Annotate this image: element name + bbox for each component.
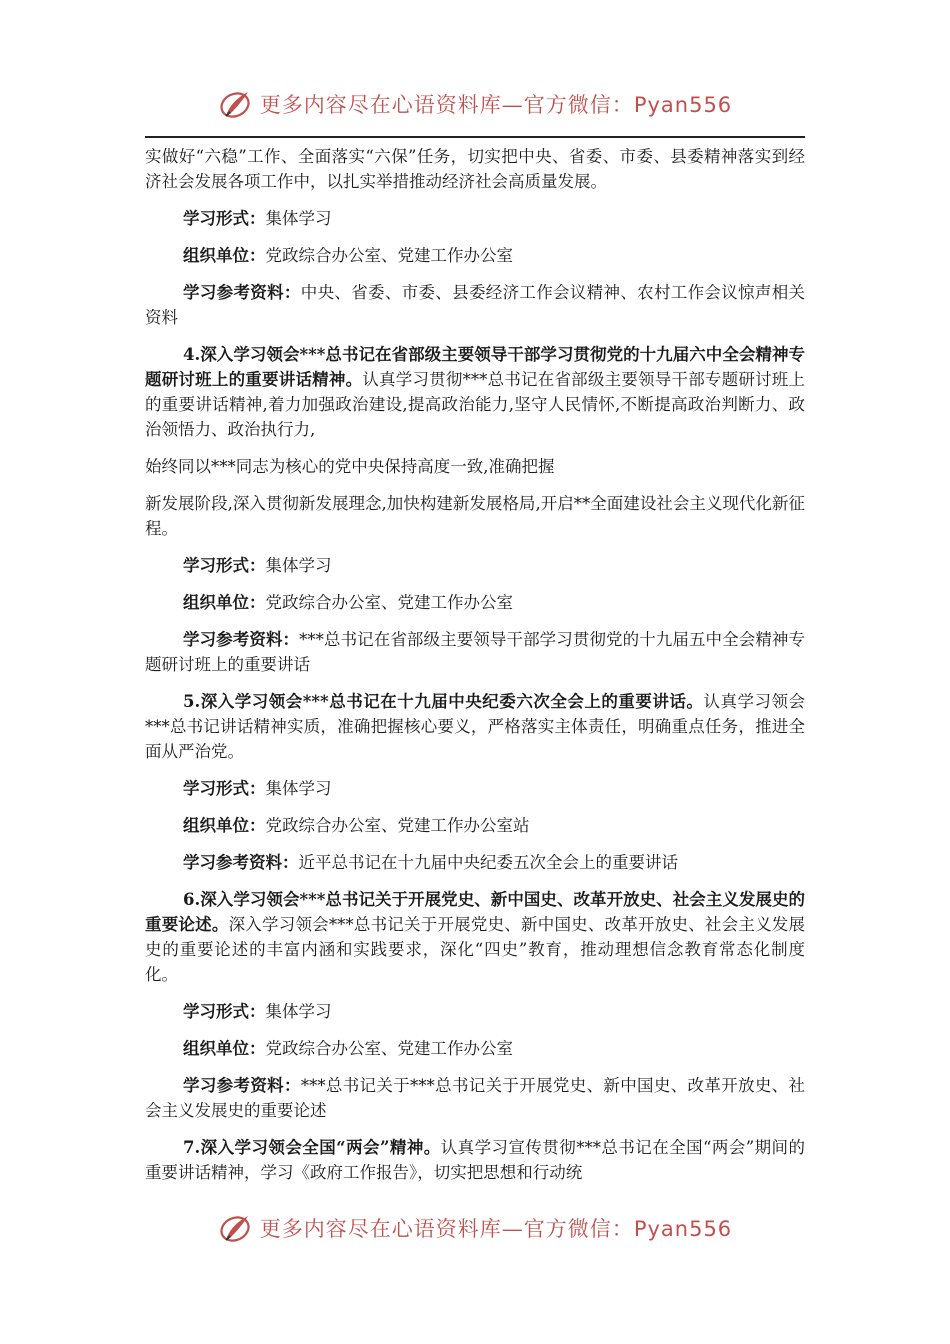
org-unit-line: 组织单位：党政综合办公室、党建工作办公室 bbox=[183, 246, 513, 265]
pen-leaf-logo-icon bbox=[218, 1210, 254, 1246]
watermark-text: 更多内容尽在心语资料库—官方微信：Pyan556 bbox=[259, 1217, 733, 1241]
study-form-line: 学习形式：集体学习 bbox=[183, 779, 332, 798]
item-4-line-2: 始终同以***同志为核心的党中央保持高度一致,准确把握 bbox=[145, 457, 555, 476]
org-unit-line: 组织单位：党政综合办公室、党建工作办公室站 bbox=[183, 816, 530, 835]
document-body bbox=[145, 144, 805, 1197]
item-5-heading: 5.深入学习领会***总书记在十九届中央纪委六次全会上的重要讲话。 bbox=[183, 692, 704, 711]
item-4-heading: 4.深入学习领会***总书记在省部级主要领导干部学习贯彻党的十九届六中全会精神专题研讨班上的重要讲话精神。 bbox=[145, 345, 805, 389]
header-watermark bbox=[0, 84, 950, 124]
study-form-line: 学习形式：集体学习 bbox=[183, 209, 332, 228]
intro-paragraph: 实做好“六稳”工作、全面落实“六保”任务，切实把中央、省委、市委、县委精神落实到经济社会发展各项工作中，以扎实举措推动经济社会高质量发展。 bbox=[145, 147, 805, 191]
reference-line: 学习参考资料：***总书记在省部级主要领导干部学习贯彻党的十九届五中全会精神专题研讨班上的重要讲话 bbox=[145, 630, 806, 674]
item-4-line-3: 新发展阶段,深入贯彻新发展理念,加快构建新发展格局,开启**全面建设社会主义现代化新征程。 bbox=[145, 494, 805, 538]
org-unit-line: 组织单位：党政综合办公室、党建工作办公室 bbox=[183, 1039, 513, 1058]
study-form-line: 学习形式：集体学习 bbox=[183, 1002, 332, 1021]
item-5-paragraph: 5.深入学习领会***总书记在十九届中央纪委六次全会上的重要讲话。认真学习领会***总书记讲话精神实质，准确把握核心要义，严格落实主体责任，明确重点任务，推进全面从严治党。 bbox=[145, 692, 805, 761]
item-4-paragraph: 4.深入学习领会***总书记在省部级主要领导干部学习贯彻党的十九届六中全会精神专题研讨班上的重要讲话精神。认真学习贯彻***总书记在省部级主要领导干部专题研讨班上的重要讲话精神,着力加强政治建设,提高政治能力,坚守人民情怀,不断提高政治判断力、政治领悟力、政治执行力, bbox=[145, 345, 806, 439]
study-form-line: 学习形式：集体学习 bbox=[183, 556, 332, 575]
item-7-heading: 7.深入学习领会全国“两会”精神。 bbox=[183, 1138, 441, 1157]
watermark-text: 更多内容尽在心语资料库—官方微信：Pyan556 bbox=[259, 93, 733, 117]
org-unit-line: 组织单位：党政综合办公室、党建工作办公室 bbox=[183, 593, 513, 612]
pen-leaf-logo-icon bbox=[218, 86, 254, 122]
reference-line: 学习参考资料：***总书记关于***总书记关于开展党史、新中国史、改革开放史、社会主义发展史的重要论述 bbox=[145, 1076, 806, 1120]
footer-watermark bbox=[0, 1208, 950, 1248]
item-7-paragraph: 7.深入学习领会全国“两会”精神。认真学习宣传贯彻***总书记在全国“两会”期间的重要讲话精神，学习《政府工作报告》，切实把思想和行动统 bbox=[145, 1138, 805, 1182]
reference-line: 学习参考资料：中央、省委、市委、县委经济工作会议精神、农村工作会议惊声相关资料 bbox=[145, 283, 806, 327]
item-6-paragraph: 6.深入学习领会***总书记关于开展党史、新中国史、改革开放史、社会主义发展史的重要论述。深入学习领会***总书记关于开展党史、新中国史、改革开放史、社会主义发展史的重要论述的丰富内涵和实践要求，深化“四史”教育，推动理想信念教育常态化制度化。 bbox=[145, 890, 806, 984]
item-6-heading: 6.深入学习领会***总书记关于开展党史、新中国史、改革开放史、社会主义发展史的重要论述。 bbox=[145, 890, 805, 934]
header-divider bbox=[145, 136, 805, 138]
reference-line: 学习参考资料：近平总书记在十九届中央纪委五次全会上的重要讲话 bbox=[183, 853, 678, 872]
